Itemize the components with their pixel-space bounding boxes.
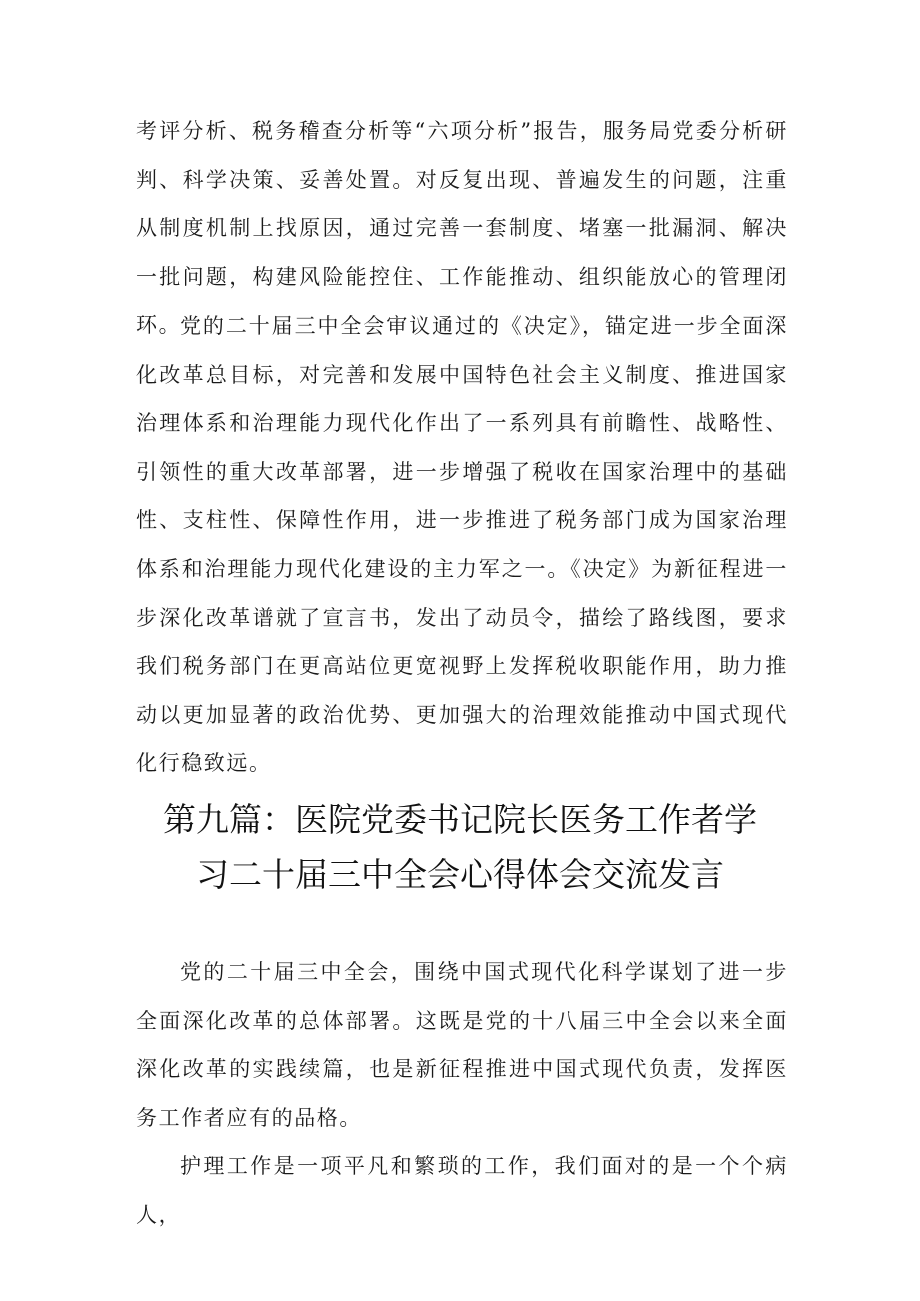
paragraph-plenum: 党的二十届三中全会，围绕中国式现代化科学谋划了进一步全面深化改革的总体部署。这既是党的十八届三中全会以来全面深化改革的实践续篇，也是新征程推进中国式现代负责，发挥医务工作者应有的品格。 [136, 960, 788, 1130]
paragraph-nursing: 护理工作是一项平凡和繁琐的工作，我们面对的是一个个病人， [136, 1154, 788, 1227]
section-heading-line-2: 习二十届三中全会心得体会交流发言 [196, 855, 724, 894]
section-heading-line-1: 第九篇：医院党委书记院长医务工作者学 [163, 800, 757, 839]
paragraph-continued: 考评分析、税务稽查分析等“六项分析”报告，服务局党委分析研判、科学决策、妥善处置。对反复出现、普遍发生的问题，注重从制度机制上找原因，通过完善一套制度、堵塞一批漏洞、解决一批问题，构建风险能控住、工作能推动、组织能放心的管理闭环。 [136, 119, 788, 338]
paragraph-decision: 党的二十届三中全会审议通过的《决定》，锚定进一步全面深化改革总目标，对完善和发展中国特色社会主义制度、推进国家治理体系和治理能力现代化作出了一系列具有前瞻性、战略性、引领性的重大改革部署，进一步增强了税收在国家治理中的基础性、支柱性、保障性作用，进一步推进了税务部门成为国家治理体系和治理能力现代化建设的主力军之一。《决定》为新征程进一步深化改革谱就了宣言书，发出了动员令，描绘了路线图，要求我们税务部门在更高站位更宽视野上发挥税收职能作用，助力推动以更加显著的政治优势、更加强大的治理效能推动中国式现代化行稳致远。 [136, 314, 788, 776]
section-heading [100, 792, 820, 902]
